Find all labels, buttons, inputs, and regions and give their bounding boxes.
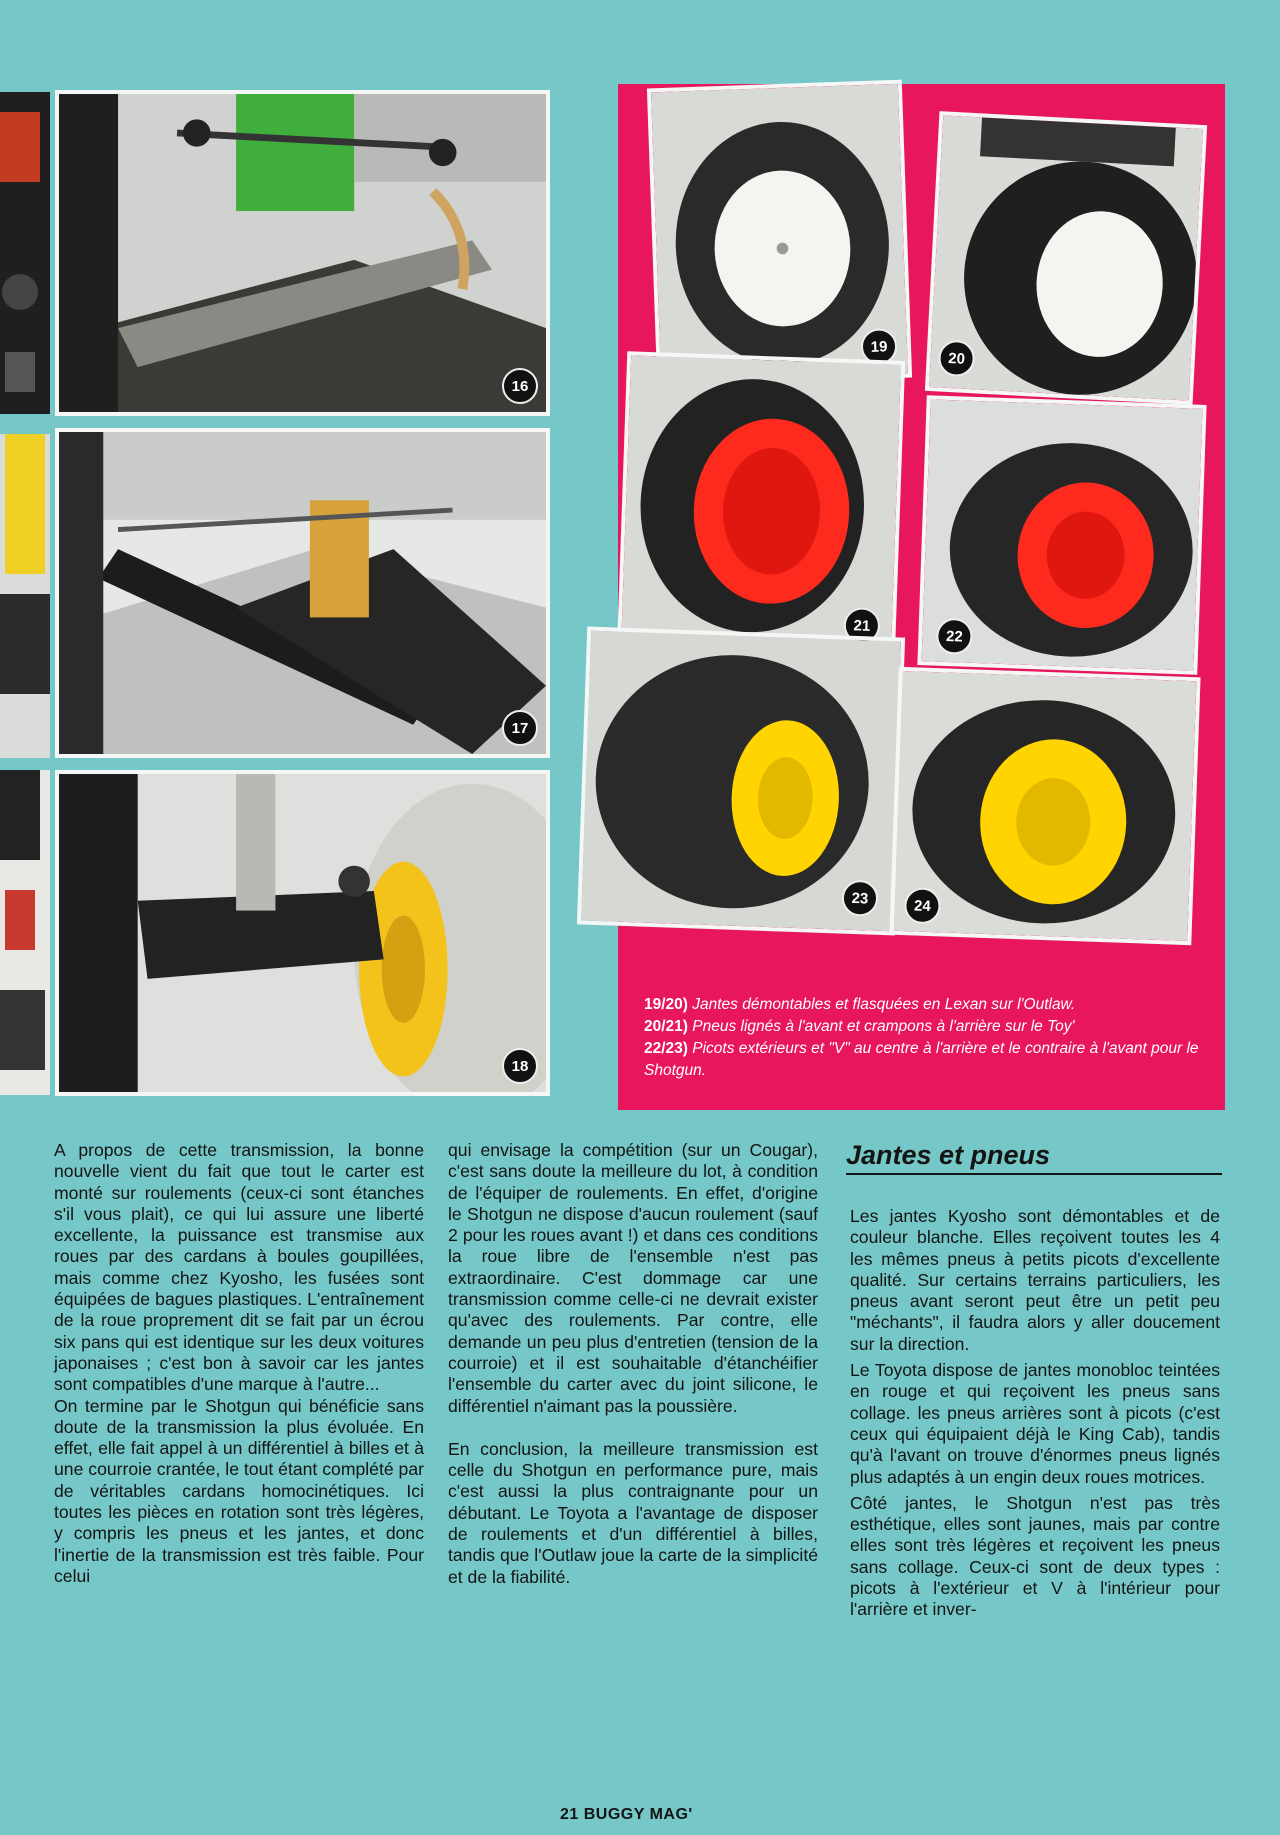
article-paragraph: Côté jantes, le Shotgun n'est pas très esthétique, elles sont jaunes, mais par contre elles sont très légères et reçoivent les pneus sans collage. Ceux-ci sont de deux types : picots à l'extérieur et V à l'intérieur pour l'arrière et inver- (850, 1492, 1220, 1620)
photo-number-badge: 18 (502, 1048, 538, 1084)
caption-line: 22/23) Picots extérieurs et "V" au centre à l'arrière et le contraire à l'avant pour le Shotgun. (644, 1040, 1199, 1079)
photo-24 (889, 667, 1200, 945)
photo-number-badge: 16 (502, 368, 538, 404)
photo-number-badge: 21 (843, 607, 880, 644)
photo-number-badge: 20 (938, 339, 976, 377)
edge-photo-strip-2 (0, 434, 50, 758)
page-footer: 21 BUGGY MAG' (560, 1806, 693, 1823)
article-column-3 (850, 1206, 1220, 1621)
photo-19 (647, 80, 912, 387)
article-paragraph: On termine par le Shotgun qui bénéficie sans doute de la transmission la plus évoluée. En effet, elle fait appel à un différentiel à billes et à une courroie crantée, le tout étant complété par de véritables cardans homocinétiques. Ici toutes les pièces en rotation sont très légères, y compris les pneus et les jantes, et donc l'inertie de la transmission est très faible. Pour celui (54, 1395, 424, 1586)
article-column-1 (54, 1140, 424, 1587)
photo-21 (617, 351, 905, 661)
edge-photo-strip-3 (0, 770, 50, 1095)
photo-16 (55, 90, 550, 416)
section-heading: Jantes et pneus (846, 1140, 1222, 1175)
photo-22 (917, 395, 1206, 675)
photo-number-badge: 22 (936, 618, 973, 655)
photo-caption (644, 994, 1214, 1082)
caption-line: 19/20) Jantes démontables et flasquées en Lexan sur l'Outlaw. (644, 996, 1076, 1013)
photo-number-badge: 24 (904, 887, 941, 924)
article-paragraph: qui envisage la compétition (sur un Cougar), c'est sans doute la meilleure du lot, à condition de l'équiper de roulements. En effet, d'origine le Shotgun ne dispose d'aucun roulement (sauf 2 pour les roues avant !) et dans ces conditions la roue libre de l'ensemble n'est pas extraordinaire. C'est dommage car une transmission comme celle-ci ne devrait exister qu'avec des roulements. Par contre, elle demande un peu plus d'entretien (tension de la courroie) et il est souhaitable d'étanchéifier l'ensemble du carter avec du joint silicone, le différentiel n'aimant pas la poussière. (448, 1140, 818, 1416)
photo-20 (925, 111, 1207, 405)
photo-23 (577, 627, 905, 936)
caption-line: 20/21) Pneus lignés à l'avant et crampons à l'arrière sur le Toy' (644, 1018, 1075, 1035)
photo-number-badge: 19 (860, 328, 897, 365)
article-paragraph: Le Toyota dispose de jantes monobloc teintées en rouge et qui reçoivent les pneus sans collage. les pneus arrières sont à picots (c'est ceux qui équipaient déjà le King Cab), tandis qu'à l'avant on trouve d'énormes pneus lignés plus adaptés à un engin deux roues motrices. (850, 1360, 1220, 1487)
article-paragraph: Les jantes Kyosho sont démontables et de couleur blanche. Elles reçoivent toutes les 4 les mêmes pneus à petits picots d'excellente qualité. Sur certains terrains particuliers, les pneus avant seront peut être un petit peu "méchants", il faudra alors y aller doucement sur la direction. (850, 1206, 1220, 1354)
photo-number-badge: 17 (502, 710, 538, 746)
article-paragraph: En conclusion, la meilleure transmission est celle du Shotgun en performance pure, mais c'est aussi la plus contraignante pour un débutant. Le Toyota a l'avantage de disposer de roulements et d'un différentiel à billes, tandis que l'Outlaw joue la carte de la simplicité et de la fiabilité. (448, 1438, 818, 1587)
article-paragraph: A propos de cette transmission, la bonne nouvelle vient du fait que tout le carter est monté sur roulements (ceux-ci sont étanches s'il vous plait), ce qui lui assure une liberté excellente, la puissance est transmise aux roues par des cardans à boules goupillées, mais comme chez Kyosho, les fusées sont équipées de bagues plastiques. L'entraînement de la roue proprement dit se fait par un écrou six pans qui est identique sur les deux voitures japonaises ; c'est bon à savoir car les jantes sont compatibles d'une marque à l'autre... (54, 1140, 424, 1395)
photo-number-badge: 23 (841, 880, 878, 917)
article-column-2 (448, 1140, 818, 1588)
edge-photo-strip-1 (0, 92, 50, 414)
photo-18 (55, 770, 550, 1096)
photo-17 (55, 428, 550, 758)
